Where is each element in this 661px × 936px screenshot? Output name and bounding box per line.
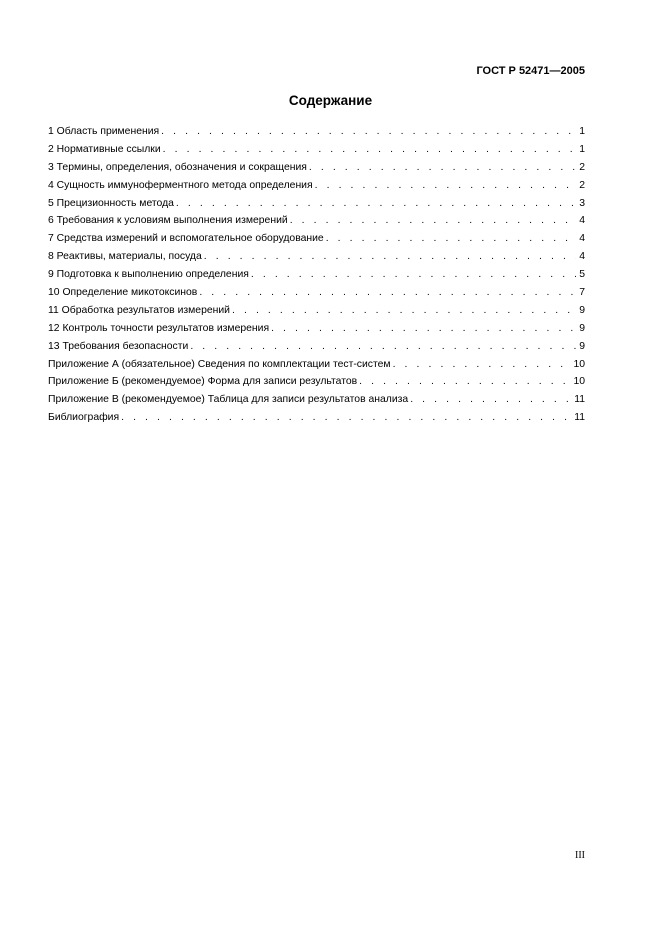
toc-entry[interactable] [48, 251, 585, 269]
toc-entry-title: Библиография [48, 412, 120, 424]
toc-entry[interactable] [48, 305, 585, 323]
toc-entry-page: 1 [579, 143, 585, 155]
toc-entry-page: 9 [579, 322, 585, 334]
toc-entry-title: 6 Требования к условиям выполнения измерений [48, 215, 288, 227]
toc-entry[interactable] [48, 341, 585, 359]
toc-entry[interactable] [48, 180, 585, 198]
toc-leader-dots [121, 412, 571, 423]
toc-entry[interactable] [48, 323, 585, 341]
toc-entry[interactable] [48, 144, 585, 162]
toc-entry-page: 4 [579, 251, 585, 263]
toc-entry-page: 9 [579, 340, 585, 352]
toc-entry[interactable] [48, 287, 585, 305]
toc-entry-page: 10 [573, 376, 585, 388]
toc-entry[interactable] [48, 233, 585, 251]
document-code: ГОСТ Р 52471—2005 [476, 65, 585, 77]
toc-entry-page: 3 [579, 197, 585, 209]
toc-entry-page: 11 [574, 412, 585, 424]
toc-entry[interactable] [48, 412, 585, 430]
toc-leader-dots [163, 144, 577, 155]
toc-entry[interactable] [48, 126, 585, 144]
table-of-contents [48, 126, 585, 430]
toc-entry-title: 1 Область применения [48, 126, 160, 137]
toc-entry-title: Приложение В (рекомендуемое) Таблица для записи результатов анализа [48, 394, 409, 406]
toc-entry-title: 2 Нормативные ссылки [48, 143, 161, 155]
toc-leader-dots [410, 394, 571, 405]
toc-leader-dots [290, 215, 577, 226]
toc-entry[interactable] [48, 198, 585, 216]
toc-entry-title: 4 Сущность иммуноферментного метода определения [48, 179, 313, 191]
toc-entry-title: Приложение А (обязательное) Сведения по комплектации тест-систем [48, 358, 391, 370]
toc-leader-dots [232, 305, 576, 316]
toc-entry-title: 13 Требования безопасности [48, 340, 189, 352]
toc-entry-title: 5 Прецизионность метода [48, 197, 174, 209]
toc-entry-page: 7 [579, 287, 585, 299]
toc-entry[interactable] [48, 359, 585, 377]
toc-leader-dots [176, 198, 576, 209]
toc-entry[interactable] [48, 376, 585, 394]
toc-entry[interactable] [48, 394, 585, 412]
page-title: Содержание [288, 93, 373, 108]
toc-leader-dots [315, 180, 577, 191]
toc-entry-page: 5 [579, 269, 585, 281]
toc-leader-dots [190, 341, 576, 352]
toc-entry-page: 2 [579, 161, 585, 173]
toc-entry-title: 8 Реактивы, материалы, посуда [48, 251, 202, 263]
toc-leader-dots [326, 233, 577, 244]
toc-leader-dots [393, 359, 571, 370]
toc-leader-dots [359, 376, 570, 387]
toc-entry-page: 4 [579, 233, 585, 245]
toc-leader-dots [204, 251, 576, 262]
toc-entry-title: 9 Подготовка к выполнению определения [48, 269, 249, 281]
toc-entry-page: 4 [579, 215, 585, 227]
toc-entry[interactable] [48, 269, 585, 287]
toc-entry-page: 1 [579, 126, 585, 137]
toc-entry-title: 7 Средства измерений и вспомогательное оборудование [48, 233, 324, 245]
toc-leader-dots [199, 287, 576, 298]
toc-leader-dots [271, 323, 576, 334]
toc-entry[interactable] [48, 162, 585, 180]
toc-entry-page: 9 [579, 304, 585, 316]
toc-leader-dots [251, 269, 576, 280]
toc-entry-title: 3 Термины, определения, обозначения и сокращения [48, 161, 307, 173]
toc-leader-dots [161, 126, 576, 137]
toc-entry-title: 11 Обработка результатов измерений [48, 304, 230, 316]
toc-entry-page: 2 [579, 179, 585, 191]
toc-entry-title: Приложение Б (рекомендуемое) Форма для записи результатов [48, 376, 358, 388]
page-number: III [575, 850, 585, 861]
toc-leader-dots [309, 162, 576, 173]
toc-entry-page: 10 [573, 358, 585, 370]
toc-entry-page: 11 [574, 394, 585, 406]
toc-entry-title: 10 Определение микотоксинов [48, 287, 198, 299]
toc-entry-title: 12 Контроль точности результатов измерения [48, 322, 270, 334]
toc-entry[interactable] [48, 215, 585, 233]
